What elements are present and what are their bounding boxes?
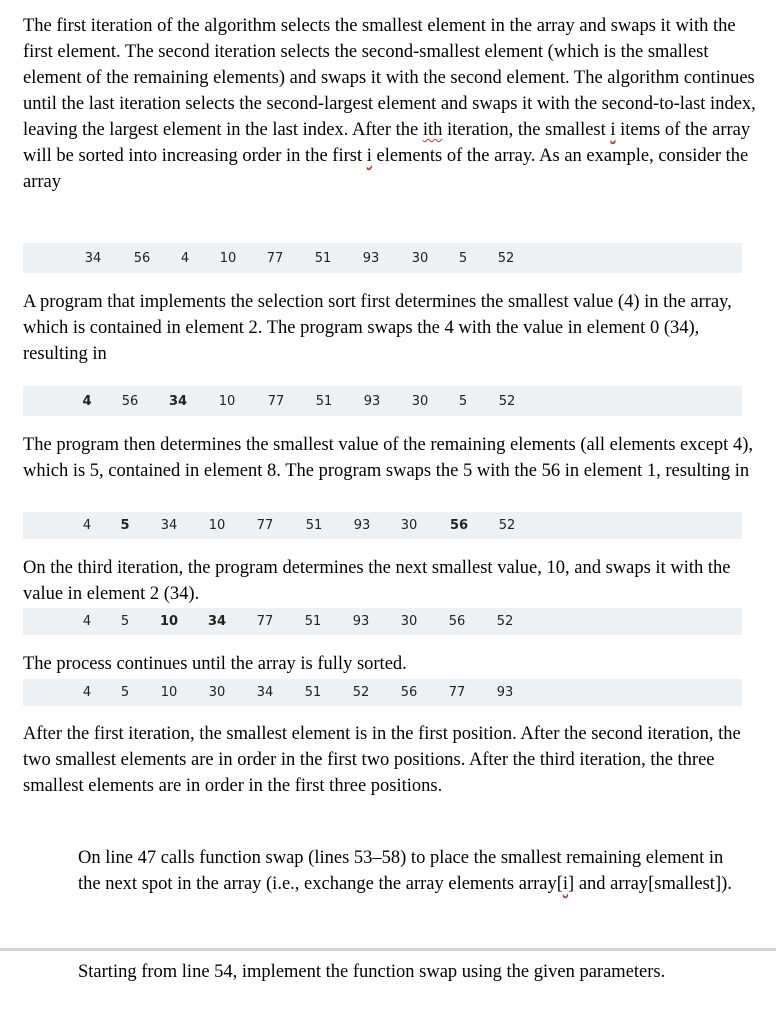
array-cell: 34 [84,250,102,266]
array-after-third-swap [23,608,742,635]
paragraph-first-swap: A program that implements the selection sort first determines the smallest value (4) in the array, which is contained in element 2. The program swaps the 4 with the value in element 0 (34), resulting in [23,292,732,364]
array-cell: 10 [218,393,236,409]
paragraph-swap-call: On line 47 calls function swap (lines 53–58) to place the smallest remaining element in the next spot in the array (i.e., exchange the array elements array[i] and array[smallest]). [78,848,732,894]
intro-paragraph: The first iteration of the algorithm selects the smallest element in the array and swaps it with the first element. The second iteration selects the second-smallest element (which is the smallest element of the remaining elements) and swaps it with the second element. The algorithm continues until the last iteration selects the second-largest element and swaps it with the second-to-last index, leaving the largest element in the last index. After the ith iteration, the smallest i items of the array will be sorted into increasing order in the first i elements of the array. As an example, consider the array [23,16,756,192]
array-cell: 34 [160,518,178,533]
array-cell: 52 [352,685,370,700]
ith-term: ith [422,120,443,140]
array-cell: 56 [400,685,418,700]
array-cell: 51 [305,518,323,533]
array-sorted [23,679,742,706]
array-cell: 5 [120,518,130,533]
array-cell: 51 [304,685,322,700]
i-term: i [610,120,616,140]
array-cell: 56 [448,614,466,629]
array-cell: 93 [496,685,514,700]
array-cell: 77 [448,685,466,700]
paragraph-third-iteration: On the third iteration, the program determines the next smallest value, 10, and swaps it with the value in element 2 (34). [23,558,731,604]
paragraph-process-continues: The process continues until the array is fully sorted. [23,654,407,674]
array-cell: 4 [82,518,92,533]
array-original [23,243,742,273]
i-term: i [562,874,569,894]
array-cell: 10 [160,685,178,700]
paragraph-second-swap: The program then determines the smallest value of the remaining elements (all elements except 4), which is 5, contained in element 8. The program swaps the 5 with the 56 in element 1, resulting in [23,435,753,481]
array-cell: 52 [498,393,516,409]
array-cell: 51 [314,250,332,266]
array-cell: 30 [411,393,429,409]
array-cell: 93 [363,393,381,409]
array-cell: 77 [266,250,284,266]
array-after-first-swap [23,386,742,416]
paragraph-task: Starting from line 54, implement the function swap using the given parameters. [78,962,666,982]
array-cell: 93 [353,518,371,533]
array-cell: 5 [120,614,130,629]
array-cell: 93 [362,250,380,266]
array-cell: 30 [411,250,429,266]
array-cell: 4 [82,393,92,409]
array-cell: 10 [219,250,237,266]
array-cell: 34 [256,685,274,700]
array-cell: 5 [458,250,468,266]
array-cell: 77 [267,393,285,409]
array-cell: 77 [256,518,274,533]
array-cell: 56 [133,250,151,266]
paragraph-summary: After the first iteration, the smallest element is in the first position. After the second iteration, the two smallest elements are in order in the first two positions. After the third iteration, the three smallest elements are in order in the first three positions. [23,724,741,796]
array-cell: 51 [315,393,333,409]
array-cell: 34 [207,614,227,629]
i-term: i [366,146,372,166]
array-cell: 56 [449,518,469,533]
array-cell: 51 [304,614,322,629]
array-cell: 4 [180,250,190,266]
array-cell: 34 [168,393,188,409]
array-cell: 10 [159,614,179,629]
array-cell: 52 [497,250,515,266]
array-cell: 10 [208,518,226,533]
array-cell: 77 [256,614,274,629]
array-cell: 93 [352,614,370,629]
array-cell: 5 [120,685,130,700]
array-cell: 52 [496,614,514,629]
array-after-second-swap [23,512,742,539]
array-cell: 30 [208,685,226,700]
array-cell: 30 [400,518,418,533]
array-cell: 52 [498,518,516,533]
array-cell: 56 [121,393,139,409]
array-cell: 4 [82,614,92,629]
divider [0,948,776,951]
array-cell: 4 [82,685,92,700]
array-cell: 30 [400,614,418,629]
array-cell: 5 [458,393,468,409]
